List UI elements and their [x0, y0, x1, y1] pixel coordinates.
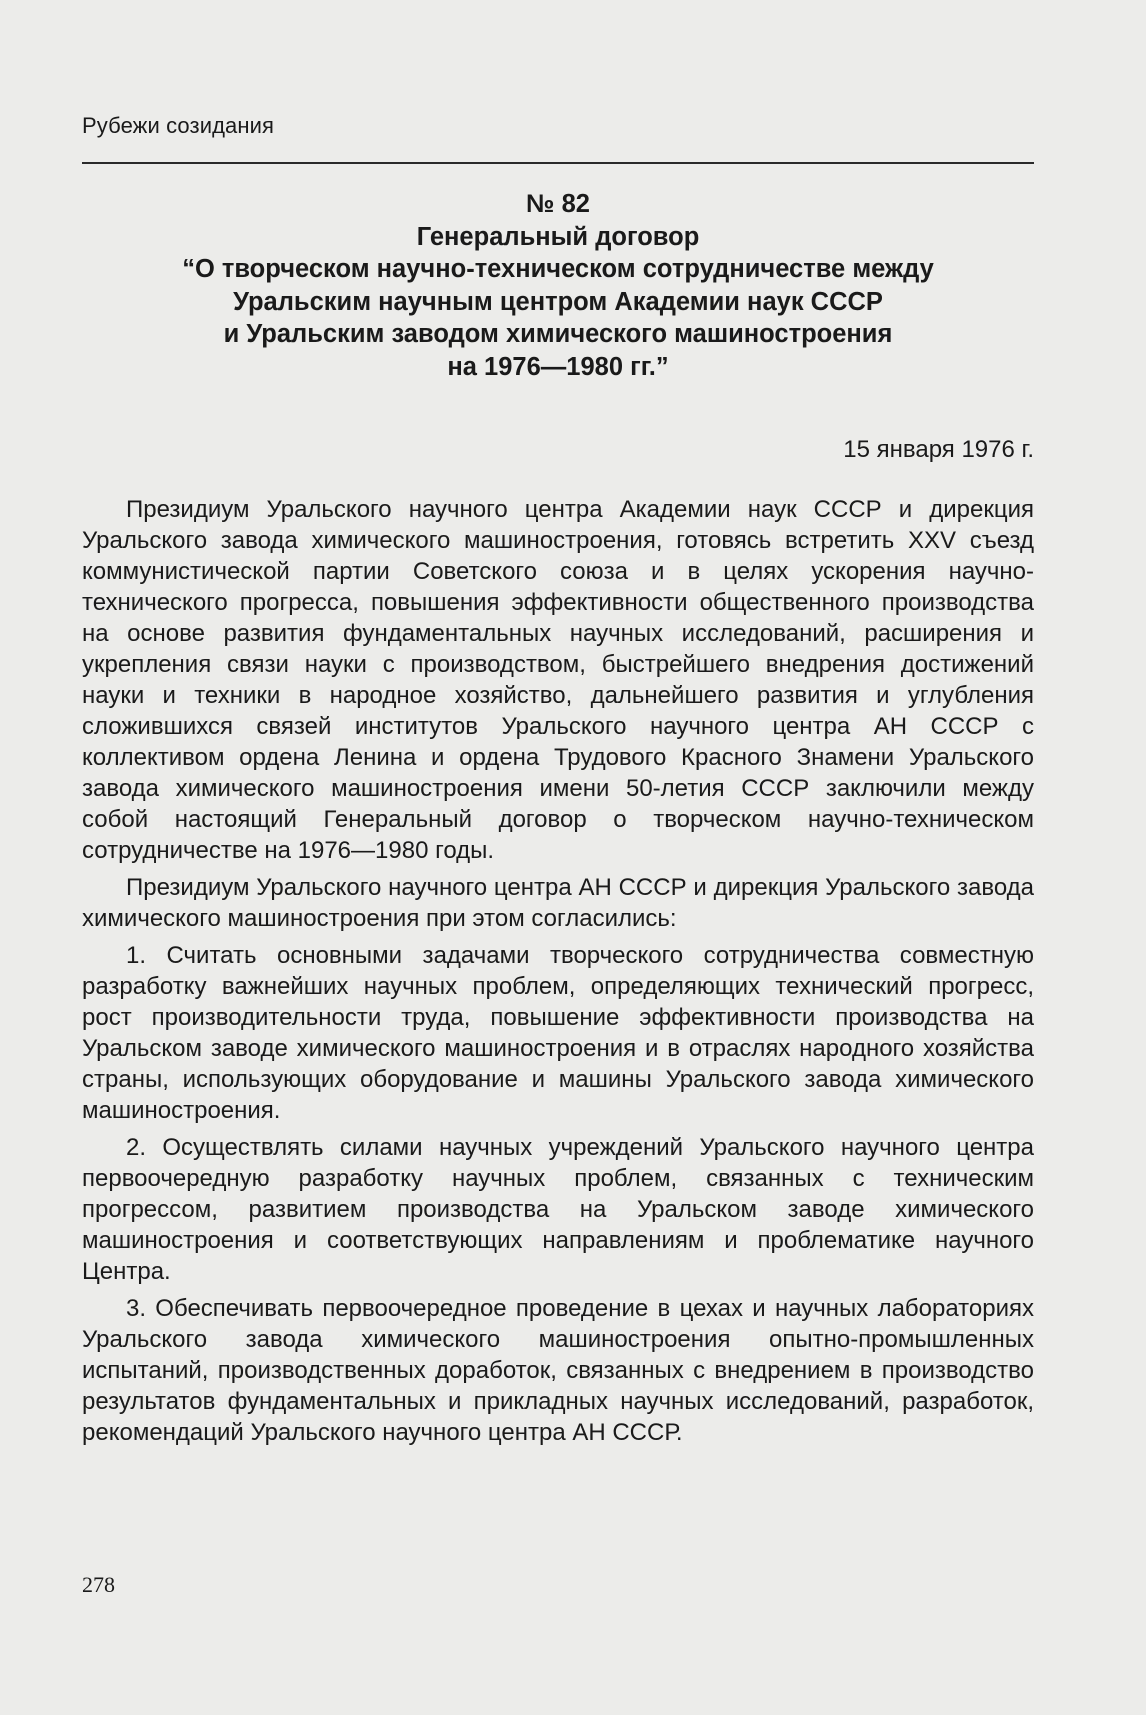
document-date: 15 января 1976 г. [843, 436, 1034, 463]
paragraph: 3. Обеспечивать первоочередное проведение в цехах и научных лабораториях Уральского завода химического машиностроения опытно-промышленных испытаний, производственных доработок, связанных с внедрением в производство результатов фундаментальных и прикладных научных исследований, разработок, рекомендаций Уральского научного центра АН СССР. [82, 1295, 1034, 1446]
document-title-line: Уральским научным центром Академии наук СССР [233, 287, 883, 316]
document-title-line: Генеральный договор [416, 222, 700, 251]
header-rule [82, 162, 1034, 164]
document-number: № 82 [526, 190, 590, 218]
document-heading [82, 188, 1034, 383]
document-title-line: на 1976—1980 гг.” [447, 352, 669, 381]
document-title-line: “О творческом научно-техническом сотрудничестве между [182, 255, 934, 283]
paragraph: 2. Осуществлять силами научных учреждений Уральского научного центра первоочередную разработку научных проблем, связанных с техническим прогрессом, развитием производства на Уральском заводе химического машиностроения и соответствующих направлениям и проблематике научного Центра. [82, 1134, 1034, 1285]
paragraph: Президиум Уральского научного центра АН СССР и дирекция Уральского завода химического машиностроения при этом согласились: [82, 874, 1034, 932]
paragraph: Президиум Уральского научного центра Академии наук СССР и дирекция Уральского завода химического машиностроения, готовясь встретить XXV съезд коммунистической партии Советского союза и в целях ускорения научно-технического прогресса, повышения эффективности общественного производства на основе развития фундаментальных научных исследований, расширения и укрепления связи науки с производством, быстрейшего внедрения достижений науки и техники в народное хозяйство, дальнейшего развития и углубления сложившихся связей институтов Уральского научного центра АН СССР с коллективом ордена Ленина и ордена Трудового Красного Знамени Уральского завода химического машиностроения имени 50-летия СССР заключили между собой настоящий Генеральный договор о творческом научно-техническом сотрудничестве на 1976—1980 годы. [82, 496, 1034, 864]
body-text [82, 494, 1034, 1454]
page-number: 278 [82, 1572, 115, 1597]
paragraph: 1. Считать основными задачами творческого сотрудничества совместную разработку важнейших научных проблем, определяющих технический прогресс, рост производительности труда, повышение эффективности производства на Уральском заводе химического машиностроения и в отраслях народного хозяйства страны, использующих оборудование и машины Уральского завода химического машиностроения. [82, 942, 1034, 1124]
document-title-line: и Уральским заводом химического машиностроения [223, 320, 893, 348]
running-header: Рубежи созидания [82, 113, 275, 138]
